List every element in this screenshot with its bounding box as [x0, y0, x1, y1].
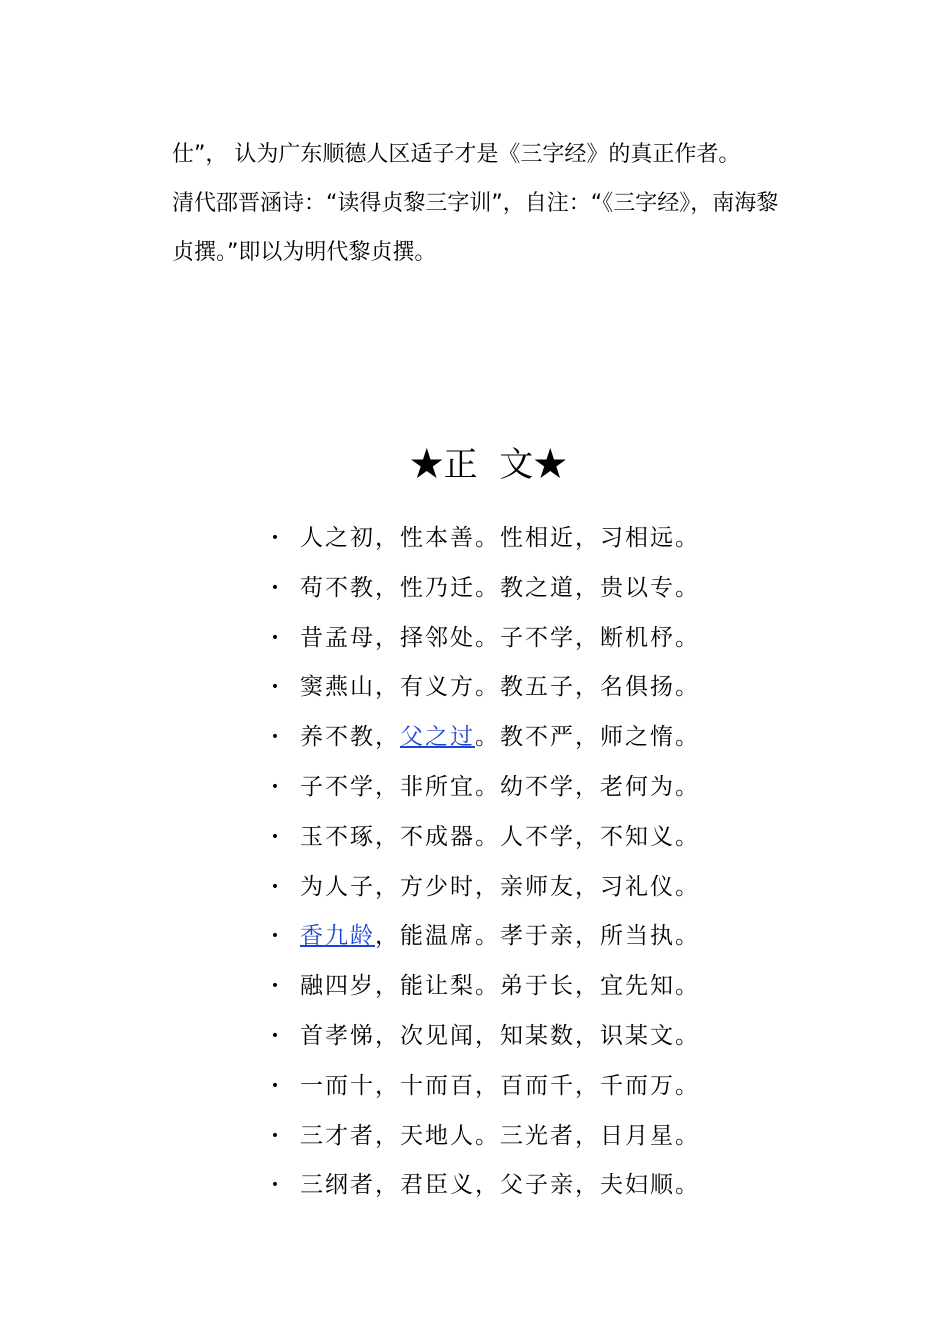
verse-item [270, 563, 700, 613]
bullet-icon: • [270, 1077, 280, 1094]
bullet-icon: • [270, 530, 280, 546]
bullet-icon: • [270, 928, 280, 945]
verse-link-fu-zhi-guo[interactable]: 父之过 [400, 724, 475, 751]
verse-text: 首孝悌，次见闻，知某数，识某文。 [300, 1022, 700, 1049]
intro-paragraph [172, 130, 822, 277]
bullet-icon: • [270, 679, 280, 696]
verse-item [270, 613, 700, 663]
verse-text: 三纲者，君臣义，父子亲，夫妇顺。 [300, 1172, 700, 1199]
verse-item [270, 812, 700, 862]
bullet-icon: • [270, 878, 280, 895]
verse-list [270, 513, 700, 1210]
verse-text: 为人子，方少时，亲师友，习礼仪。 [300, 873, 700, 900]
verse-text: 养不教， [300, 724, 400, 751]
verse-item [270, 712, 700, 762]
bullet-icon: • [270, 978, 280, 995]
verse-text: 三才者，天地人。三光者，日月星。 [300, 1122, 700, 1149]
verse-link-xiang-jiu-ling[interactable]: 香九龄 [300, 923, 375, 950]
bullet-icon: • [270, 729, 280, 746]
verse-item [270, 1111, 700, 1161]
verse-text: 玉不琢，不成器。人不学，不知义。 [300, 823, 700, 850]
bullet-icon: • [270, 629, 280, 646]
verse-text: 一而十，十而百，百而千，千而万。 [300, 1072, 700, 1099]
verse-item [270, 762, 700, 812]
bullet-icon: • [270, 778, 280, 795]
intro-line: 仕”， 认为广东顺德人区适子才是《三字经》的真正作者。 [172, 142, 741, 167]
verse-item [270, 911, 700, 961]
verse-item [270, 513, 700, 563]
verse-text: 融四岁，能让梨。弟于长，宜先知。 [300, 973, 700, 1000]
bullet-icon: • [270, 1177, 280, 1194]
verse-item [270, 1160, 700, 1210]
bullet-icon: • [270, 1027, 280, 1044]
verse-item [270, 961, 700, 1011]
bullet-icon: • [270, 579, 280, 596]
intro-line: 清代邵晋涵诗：“读得贞黎三字训”，自注：“《三字经》，南海黎 [172, 191, 779, 216]
bullet-icon: • [270, 1127, 280, 1144]
verse-text: 苟不教，性乃迁。教之道，贵以专。 [300, 574, 700, 601]
verse-text: 昔孟母，择邻处。子不学，断机杼。 [300, 624, 700, 651]
verse-text: 人之初，性本善。性相近，习相远。 [300, 525, 700, 551]
verse-text: 窦燕山，有义方。教五子，名俱扬。 [300, 674, 700, 701]
intro-line: 贞撰。”即以为明代黎贞撰。 [172, 240, 437, 265]
verse-text: 。教不严，师之惰。 [475, 724, 700, 751]
bullet-icon: • [270, 828, 280, 845]
verse-item [270, 1011, 700, 1061]
verse-text: 子不学，非所宜。幼不学，老何为。 [300, 773, 700, 800]
section-heading: ★正 文★ [409, 445, 568, 485]
verse-item [270, 662, 700, 712]
verse-text: ，能温席。孝于亲，所当执。 [375, 923, 700, 950]
verse-item [270, 862, 700, 912]
verse-item [270, 1061, 700, 1111]
